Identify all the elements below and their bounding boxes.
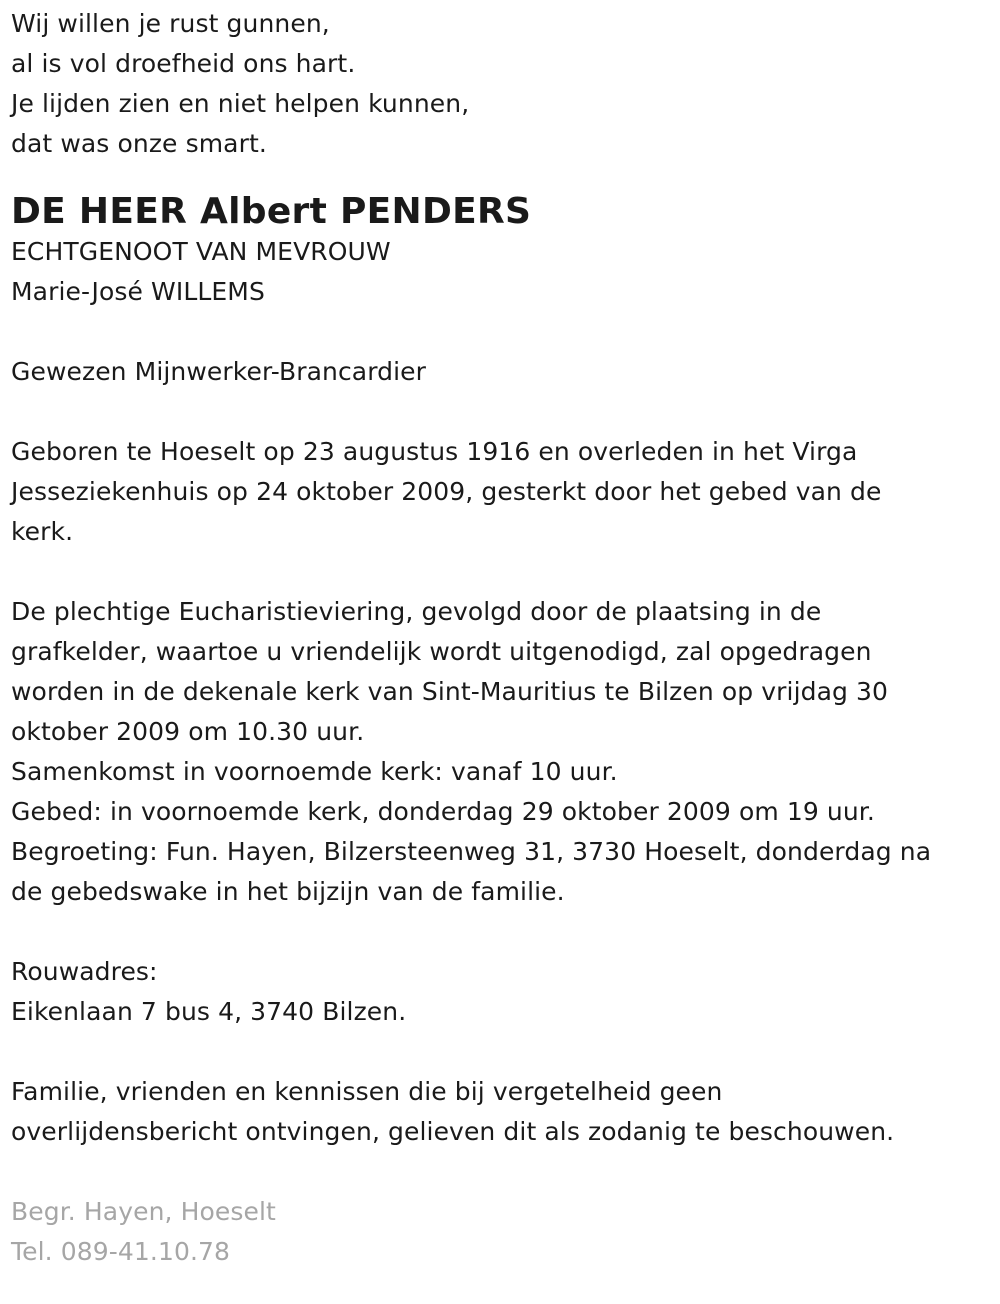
paragraph-line: Begroeting: Fun. Hayen, Bilzersteenweg 31, 3730 Hoeselt, donderdag na [11, 837, 932, 866]
paragraph-line: worden in de dekenale kerk van Sint-Mauritius te Bilzen op vrijdag 30 [11, 677, 889, 706]
mourning-address [11, 952, 986, 1032]
paragraph-line: kerk. [11, 517, 74, 546]
paragraph-line: de gebedswake in het bijzijn van de familie. [11, 877, 565, 906]
poem-line: dat was onze smart. [11, 129, 267, 158]
undertaker: Begr. Hayen, Hoeselt [11, 1197, 276, 1226]
paragraph-line: De plechtige Eucharistieviering, gevolgd door de plaatsing in de [11, 597, 822, 626]
address-value: Eikenlaan 7 bus 4, 3740 Bilzen. [11, 997, 407, 1026]
spouse-name: Marie-José WILLEMS [11, 277, 265, 306]
poem [11, 4, 986, 164]
paragraph-line: Gebed: in voornoemde kerk, donderdag 29 oktober 2009 om 19 uur. [11, 797, 875, 826]
paragraph-line: Familie, vrienden en kennissen die bij vergetelheid geen [11, 1077, 723, 1106]
phone-number: Tel. 089-41.10.78 [11, 1237, 231, 1266]
spouse-label: ECHTGENOOT VAN MEVROUW [11, 237, 391, 266]
ceremony-paragraph [11, 592, 986, 912]
birth-death-paragraph [11, 432, 986, 552]
poem-line: Je lijden zien en niet helpen kunnen, [11, 89, 470, 118]
paragraph-line: overlijdensbericht ontvingen, gelieven dit als zodanig te beschouwen. [11, 1117, 895, 1146]
obituary-notice [11, 4, 986, 1272]
notice-paragraph [11, 1072, 986, 1152]
deceased-name: DE HEER Albert PENDERS [11, 191, 532, 232]
paragraph-line: Jesseziekenhuis op 24 oktober 2009, gesterkt door het gebed van de [11, 477, 882, 506]
paragraph-line: oktober 2009 om 10.30 uur. [11, 717, 365, 746]
paragraph-line: Geboren te Hoeselt op 23 augustus 1916 en overleden in het Virga [11, 437, 858, 466]
paragraph-line: Samenkomst in voornoemde kerk: vanaf 10 uur. [11, 757, 618, 786]
address-label: Rouwadres: [11, 957, 158, 986]
poem-line: Wij willen je rust gunnen, [11, 9, 330, 38]
poem-line: al is vol droefheid ons hart. [11, 49, 356, 78]
footer [11, 1192, 986, 1272]
paragraph-line: grafkelder, waartoe u vriendelijk wordt uitgenodigd, zal opgedragen [11, 637, 872, 666]
occupation: Gewezen Mijnwerker-Brancardier [11, 357, 427, 386]
